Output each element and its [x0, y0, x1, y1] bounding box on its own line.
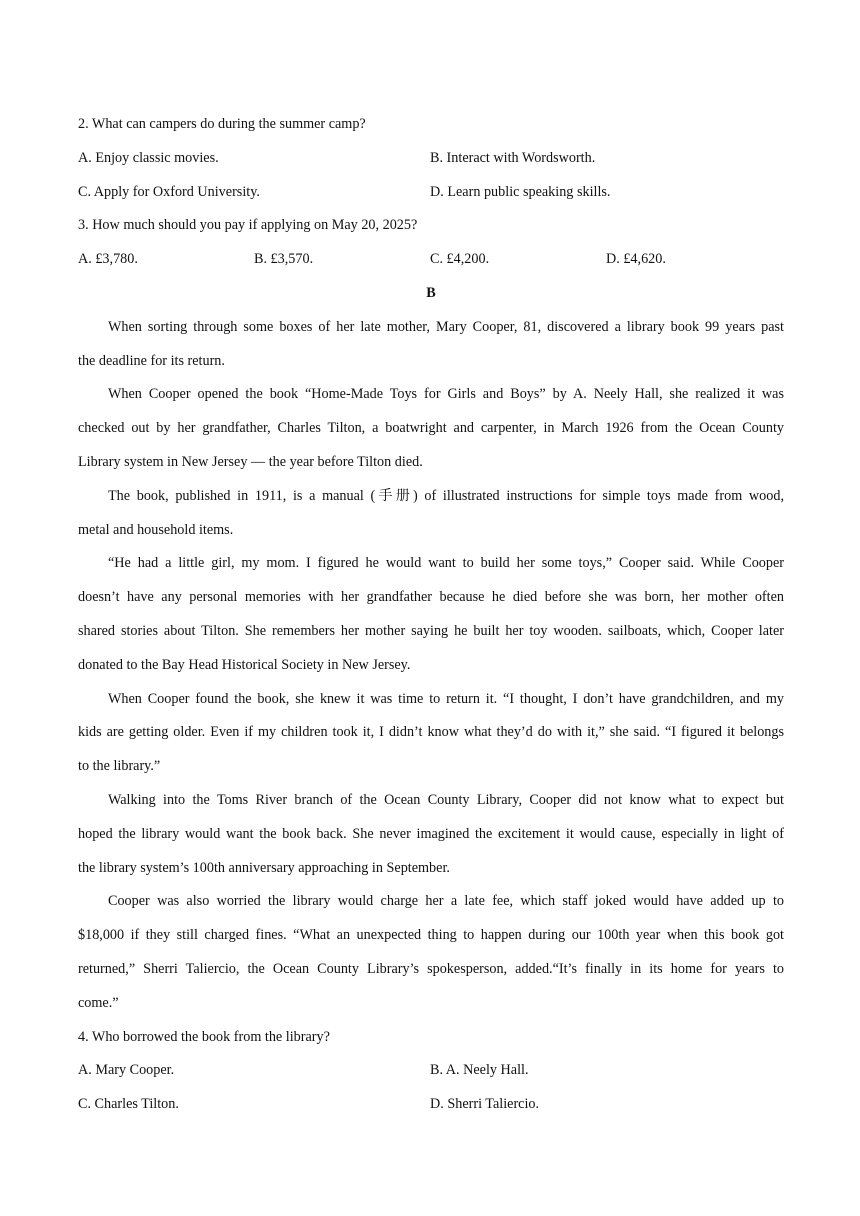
q4-option-b: B. A. Neely Hall. [430, 1062, 529, 1079]
passage-line: Walking into the Toms River branch of the Ocean County Library, Cooper did not know what to expect but [108, 791, 784, 808]
passage-line: the library system’s 100th anniversary approaching in September. [78, 859, 450, 876]
passage-line: When sorting through some boxes of her late mother, Mary Cooper, 81, discovered a library book 99 years past [108, 318, 784, 335]
q2-option-c: C. Apply for Oxford University. [78, 183, 260, 200]
section-b-title: B [426, 284, 436, 301]
document-page [78, 108, 784, 1122]
question-2: 2. What can campers do during the summer camp? [78, 116, 366, 132]
q3-option-b: B. £3,570. [254, 251, 314, 268]
passage-line: The book, published in 1911, is a manual (手册) of illustrated instructions for simple toys made from wood, [108, 487, 784, 504]
q2-option-b: B. Interact with Wordsworth. [430, 149, 596, 166]
passage-line: to the library.” [78, 758, 161, 775]
passage-line: shared stories about Tilton. She remembers her mother saying he built her toy wooden. sailboats, which, Cooper later [78, 622, 784, 639]
passage-paragraph-3 [78, 480, 784, 548]
passage-line: returned,” Sherri Taliercio, the Ocean County Library’s spokesperson, added.“It’s finally in its home for years to [78, 960, 784, 977]
passage-line: $18,000 if they still charged fines. “What an unexpected thing to happen during our 100th year when this book got [78, 927, 784, 944]
passage-line: “He had a little girl, my mom. I figured he would want to build her some toys,” Cooper said. While Cooper [108, 555, 784, 572]
passage-line: the deadline for its return. [78, 352, 225, 369]
passage-line: checked out by her grandfather, Charles Tilton, a boatwright and carpenter, in March 1926 from the Ocean County [78, 420, 784, 437]
passage-line: doesn’t have any personal memories with her grandfather because he died before she was born, her mother often [78, 589, 784, 606]
question-3: 3. How much should you pay if applying on May 20, 2025? [78, 217, 418, 234]
passage-line: metal and household items. [78, 521, 234, 538]
passage-line: Cooper was also worried the library would charge her a late fee, which staff joked would have added up to [108, 893, 784, 910]
question-2-options-row-1 [78, 142, 784, 176]
passage-line: When Cooper opened the book “Home-Made Toys for Girls and Boys” by A. Neely Hall, she realized it was [108, 386, 784, 403]
question-3-options-row [78, 243, 784, 277]
q3-option-a: A. £3,780. [78, 251, 138, 268]
q2-option-d: D. Learn public speaking skills. [430, 183, 611, 200]
passage-paragraph-2 [78, 378, 784, 479]
passage-line: When Cooper found the book, she knew it was time to return it. “I thought, I don’t have grandchildren, and my [108, 690, 784, 707]
passage-paragraph-5 [78, 683, 784, 784]
passage-paragraph-6 [78, 784, 784, 885]
passage-line: kids are getting older. Even if my children took it, I didn’t know what they’d do with it,” she said. “I figured it belongs [78, 724, 784, 741]
q2-option-a: A. Enjoy classic movies. [78, 149, 219, 166]
question-4: 4. Who borrowed the book from the library? [78, 1028, 330, 1045]
passage-paragraph-4 [78, 547, 784, 682]
passage-paragraph-1 [78, 311, 784, 379]
question-4-options-row-2 [78, 1088, 784, 1122]
passage-line: come.” [78, 994, 119, 1011]
passage-paragraph-7 [78, 885, 784, 1020]
passage-line: donated to the Bay Head Historical Society in New Jersey. [78, 656, 411, 673]
question-4-options-row-1 [78, 1054, 784, 1088]
passage-line: Library system in New Jersey — the year before Tilton died. [78, 453, 423, 470]
q4-option-a: A. Mary Cooper. [78, 1062, 175, 1079]
question-2-options-row-2 [78, 176, 784, 210]
passage-line: hoped the library would want the book back. She never imagined the excitement it would cause, especially in light of [78, 825, 784, 842]
q3-option-d: D. £4,620. [606, 251, 666, 268]
q4-option-d: D. Sherri Taliercio. [430, 1096, 540, 1113]
q3-option-c: C. £4,200. [430, 251, 490, 268]
q4-option-c: C. Charles Tilton. [78, 1096, 179, 1113]
